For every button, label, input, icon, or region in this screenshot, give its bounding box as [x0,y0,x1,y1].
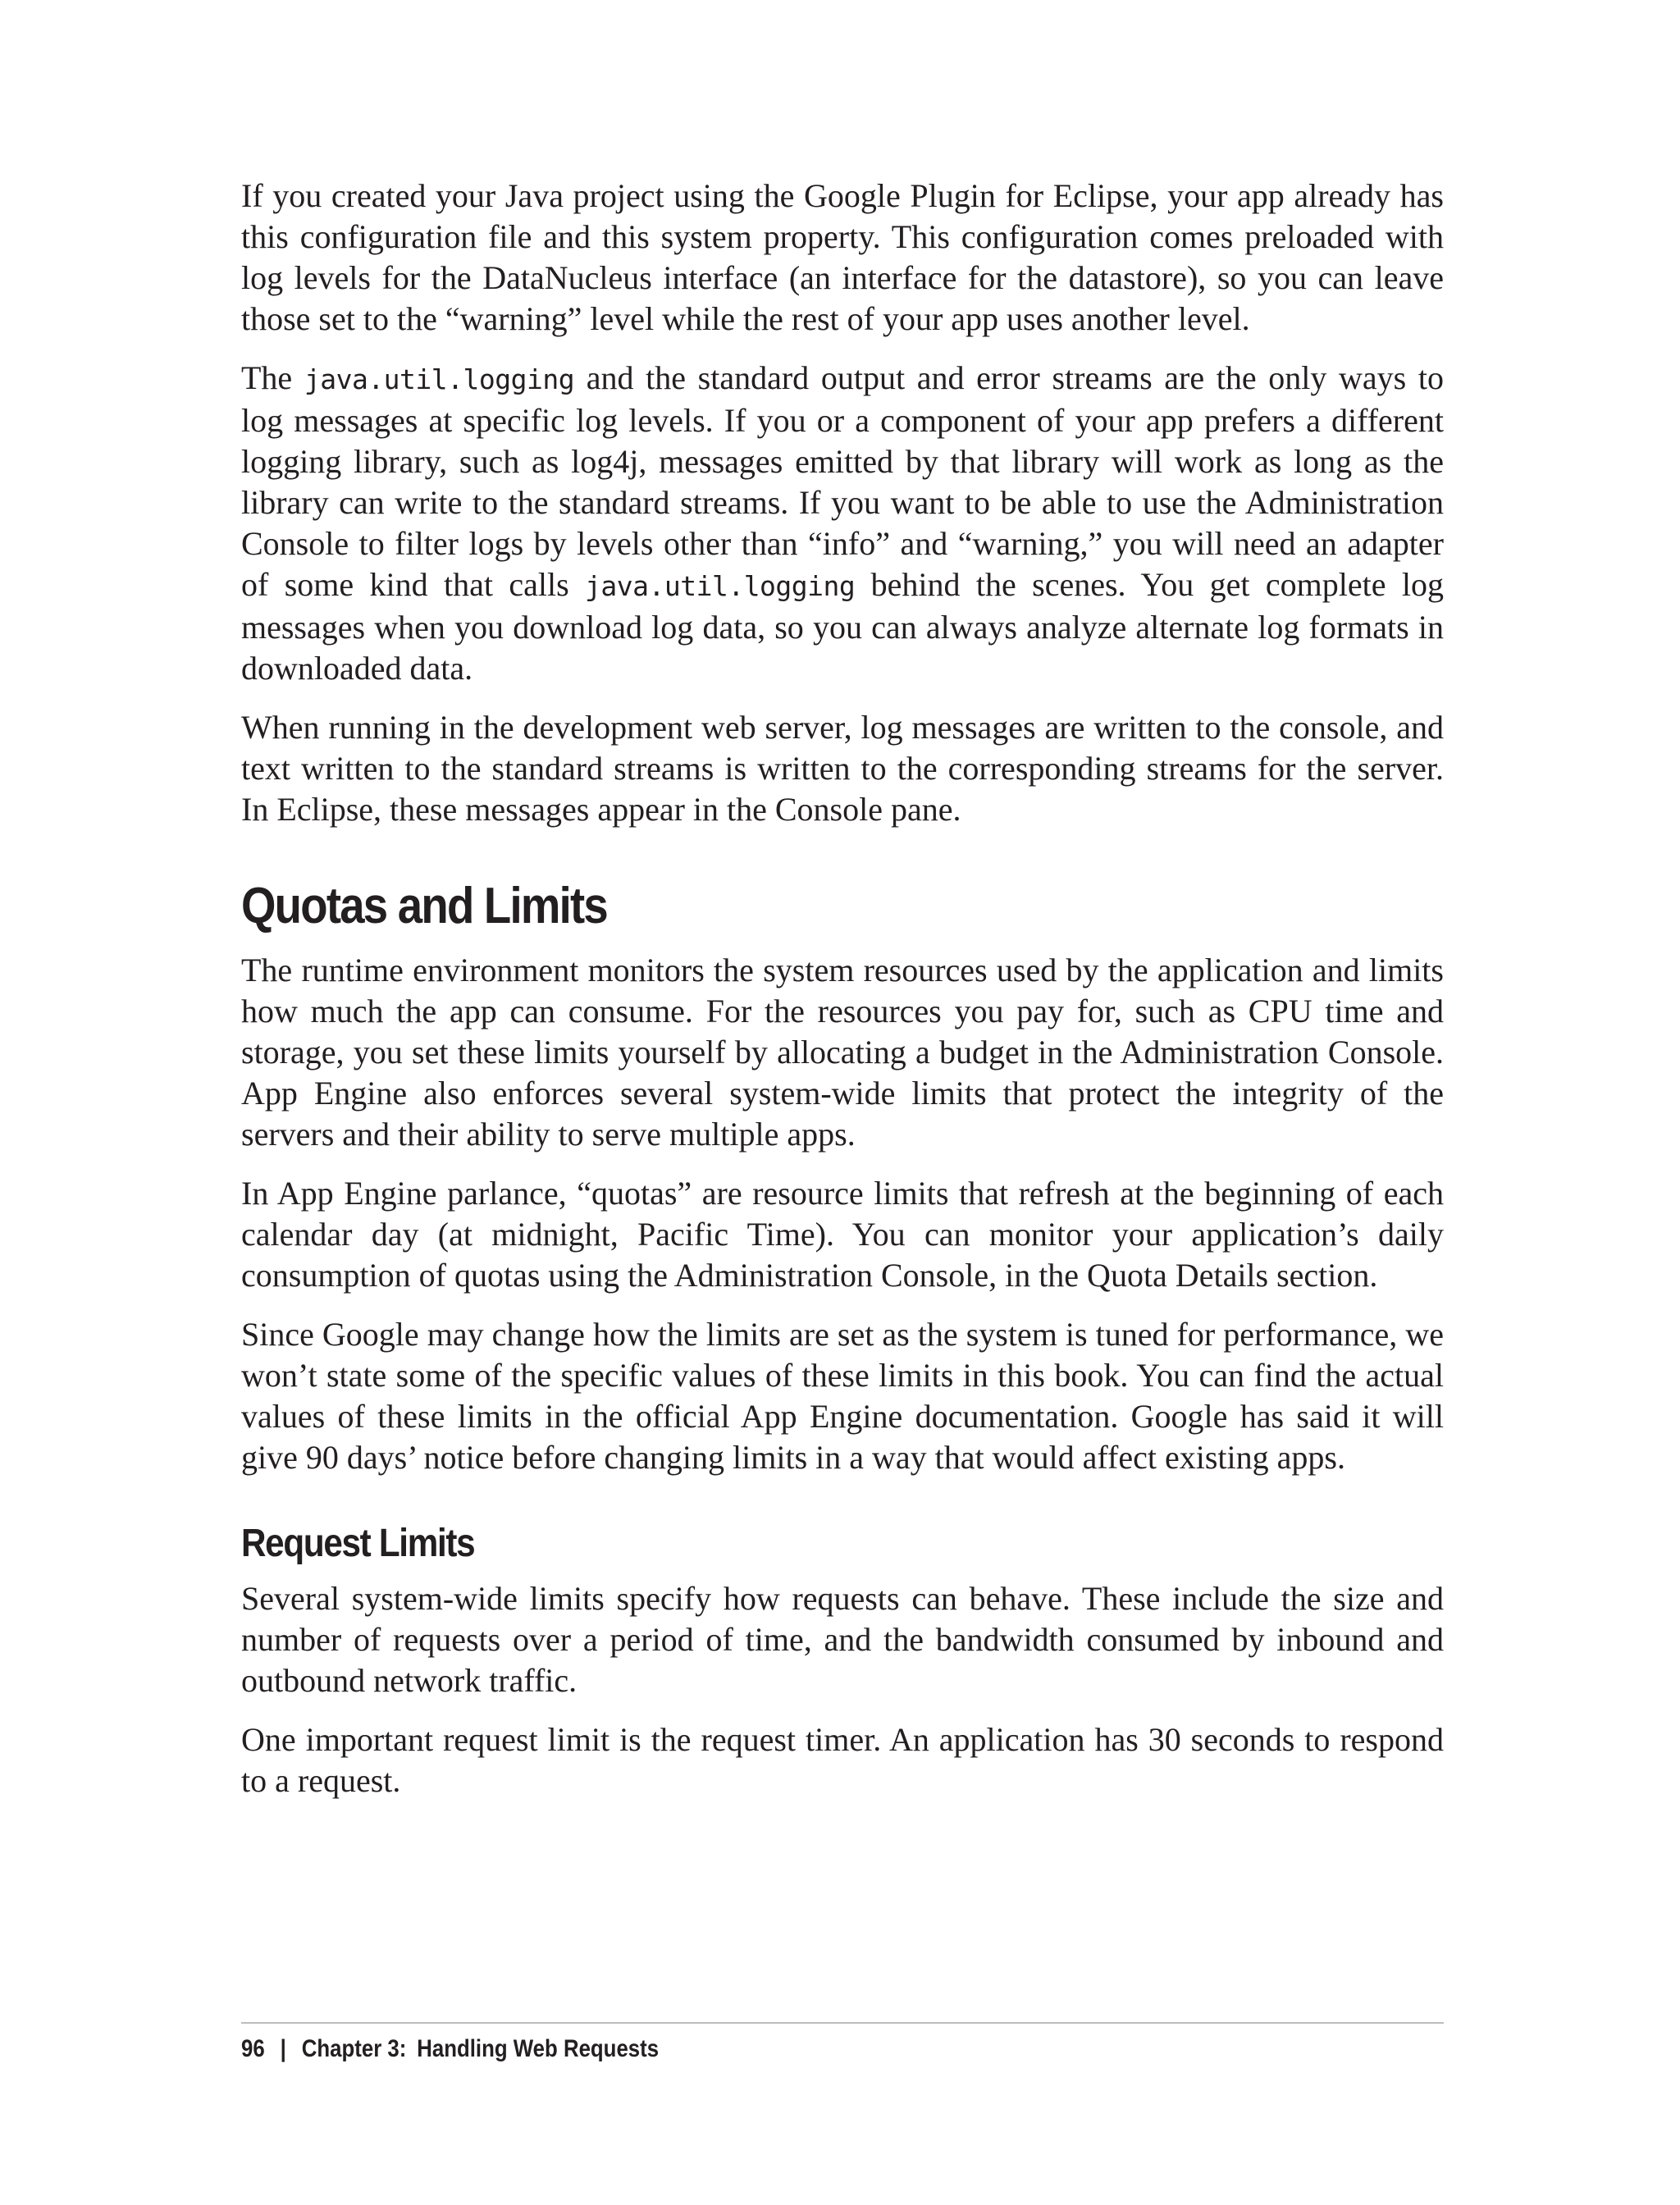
text-run: behind the scenes. You get complete log messages when you download log data, so you can always analyze alternate log formats in downloaded data. [241,566,1444,687]
page-body [241,176,1444,1819]
page-footer [241,2034,659,2064]
footer-divider [241,2022,1444,2024]
subsection-title-request-limits: Request Limits [241,1522,475,1565]
request-limits-paragraph-timer: One important request limit is the request timer. An application has 30 seconds to respond to a request. [241,1721,1444,1799]
intro-paragraph-logging-library [241,358,1444,689]
quotas-paragraph-parlance: In App Engine parlance, “quotas” are resource limits that refresh at the beginning of each calendar day (at midnight, Pacific Time). You can monitor your application’s daily consumption of quotas using the Administration Console, in the Quota Details section. [241,1175,1444,1294]
inline-code-java-util-logging: java.util.logging [304,363,575,395]
request-limits-paragraph-system-wide: Several system-wide limits specify how requests can behave. These include the size and number of requests over a period of time, and the bandwidth consumed by inbound and outbound network traffic. [241,1580,1444,1699]
chapter-title: Chapter 3: Handling Web Requests [301,2035,660,2062]
page-number: 96 [241,2035,265,2062]
inline-code-java-util-logging: java.util.logging [585,570,856,602]
quotas-paragraph-documentation: Since Google may change how the limits are set as the system is tuned for performance, we won’t state some of the specific values of these limits in this book. You can find the actual values of these limits in the official App Engine documentation. Google has said it will give 90 days’ notice before changing limits in a way that would affect existing apps. [241,1316,1444,1476]
text-run: The [241,359,304,396]
intro-paragraph-dev-server: When running in the development web server, log messages are written to the console, and text written to the standard streams is written to the corresponding streams for the server. In Eclipse, these messages appear in the Console pane. [241,709,1444,828]
intro-paragraph-eclipse-config: If you created your Java project using the Google Plugin for Eclipse, your app already has this configuration file and this system property. This configuration comes preloaded with log levels for the DataNucleus interface (an interface for the datastore), so you can leave those set to the “warning” level while the rest of your app uses another level. [241,177,1444,337]
text-run: and the standard output and error streams are the only ways to log messages at specific log levels. If you or a component of your app prefers a different logging library, such as log4j, messages emitted by that library will work as long as the library can write to the standard streams. If you want to be able to use the Administration Console to filter logs by levels other than “info” and “warning,” you will need an adapter of some kind that calls [241,359,1445,603]
quotas-paragraph-runtime: The runtime environment monitors the system resources used by the application and limits how much the app can consume. For the resources you pay for, such as CPU time and storage, you set these limits yourself by allocating a budget in the Administration Console. App Engine also enforces several system-wide limits that protect the integrity of the servers and their ability to serve multiple apps. [241,952,1444,1153]
section-title-quotas-and-limits: Quotas and Limits [241,878,608,934]
footer-separator: | [280,2035,286,2062]
